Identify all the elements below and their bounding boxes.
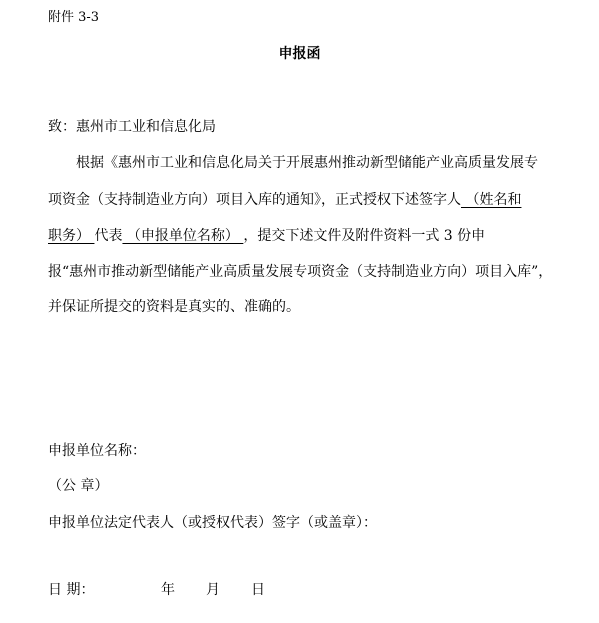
paragraph-line-4: 报“惠州市推动新型储能产业高质量发展专项资金（支持制造业方向）项目入库”， xyxy=(48,264,553,280)
document-title: 申报函 xyxy=(278,46,321,62)
paragraph-line-3 xyxy=(48,226,485,246)
date-row xyxy=(48,580,265,600)
paragraph-line-2 xyxy=(48,190,521,210)
month-label: 月 xyxy=(206,582,220,598)
seal-label: （公 章） xyxy=(48,478,109,494)
unit-name-blank: （申报单位名称） xyxy=(122,228,244,244)
day-label: 日 xyxy=(251,582,265,598)
date-label: 日 期： xyxy=(48,582,95,598)
paragraph-line-2-text: 项资金（支持制造业方向）项目入库的通知》，正式授权下述签字人 xyxy=(48,192,461,208)
signatory-name-blank: （姓名和 xyxy=(461,192,522,208)
unit-name-label: 申报单位名称： xyxy=(48,443,146,459)
paragraph-line-3-text: ，提交下述文件及附件资料一式 3 份申 xyxy=(243,228,486,244)
paragraph-line-1: 根据《惠州市工业和信息化局关于开展惠州推动新型储能产业高质量发展专 xyxy=(76,155,538,171)
legal-representative-label: 申报单位法定代表人（或授权代表）签字（或盖章）： xyxy=(48,515,377,531)
year-label: 年 xyxy=(161,582,175,598)
paragraph-line-5: 并保证所提交的资料是真实的、准确的。 xyxy=(48,299,300,315)
represent-text: 代表 xyxy=(94,228,123,244)
salutation: 致：惠州市工业和信息化局 xyxy=(48,119,216,135)
attachment-label: 附件 3-3 xyxy=(48,10,100,25)
signatory-title-blank: 职务） xyxy=(48,228,95,244)
